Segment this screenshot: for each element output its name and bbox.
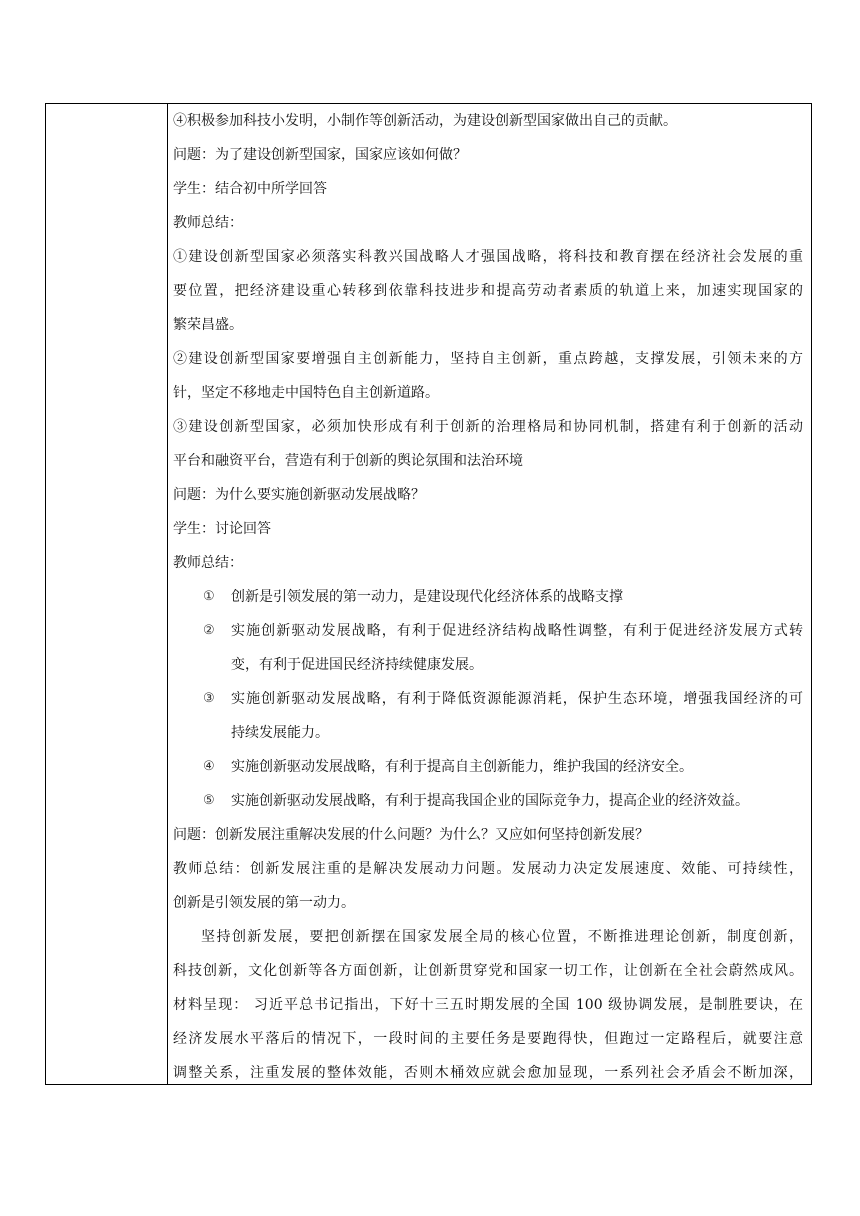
item-text: 实施创新驱动发展战略，有利于提高自主创新能力，维护我国的经济安全。 <box>231 759 693 775</box>
numbered-item <box>173 580 803 614</box>
text-line: 教师总结：创新发展注重的是解决发展动力问题。发展动力决定发展速度、效能、可持续性， <box>173 861 803 877</box>
text-line: 调整关系，注重发展的整体效能，否则木桶效应就会愈加显现，一系列社会矛盾会不断加深， <box>173 1065 803 1081</box>
column-divider <box>167 104 168 1084</box>
text-line: 坚持创新发展，要把创新摆在国家发展全局的核心位置，不断推进理论创新，制度创新， <box>201 929 803 945</box>
item-number: ① <box>203 589 215 604</box>
item-number: ④ <box>203 759 215 774</box>
item-text: 实施创新驱动发展战略，有利于提高我国企业的国际竞争力，提高企业的经济效益。 <box>231 793 749 809</box>
text-line: 平台和融资平台，营造有利于创新的舆论氛围和法治环境 <box>173 453 523 469</box>
item-text: 实施创新驱动发展战略，有利于促进经济结构战略性调整，有利于促进经济发展方式转 <box>231 623 803 639</box>
text-line: ④积极参加科技小发明，小制作等创新活动，为建设创新型国家做出自己的贡献。 <box>173 113 677 129</box>
question-line: 问题：为了建设创新型国家，国家应该如何做？ <box>173 147 467 163</box>
left-column-cell <box>46 104 167 1084</box>
item-text: 创新是引领发展的第一动力，是建设现代化经济体系的战略支撑 <box>231 589 623 605</box>
item-text-continued: 持续发展能力。 <box>231 725 329 741</box>
student-line: 学生：结合初中所学回答 <box>173 181 327 197</box>
text-line: ②建设创新型国家要增强自主创新能力，坚持自主创新，重点跨越，支撑发展，引领未来的方 <box>173 351 803 367</box>
numbered-item <box>173 784 803 818</box>
content-cell <box>173 104 803 1090</box>
question-line: 问题：为什么要实施创新驱动发展战略？ <box>173 487 425 503</box>
item-number: ② <box>203 623 215 638</box>
item-text-continued: 变，有利于促进国民经济持续健康发展。 <box>231 657 483 673</box>
text-line: ①建设创新型国家必须落实科教兴国战略人才强国战略，将科技和教育摆在经济社会发展的重 <box>173 249 803 265</box>
text-line: 科技创新，文化创新等各方面创新，让创新贯穿党和国家一切工作，让创新在全社会蔚然成风。 <box>173 963 803 979</box>
text-line: 要位置，把经济建设重心转移到依靠科技进步和提高劳动者素质的轨道上来，加速实现国家的 <box>173 283 803 299</box>
question-line: 问题：创新发展注重解决发展的什么问题？为什么？又应如何坚持创新发展？ <box>173 827 649 843</box>
numbered-item <box>173 682 803 716</box>
item-number: ③ <box>203 691 215 706</box>
item-text: 实施创新驱动发展战略，有利于降低资源能源消耗，保护生态环境，增强我国经济的可 <box>231 691 803 707</box>
student-line: 学生：讨论回答 <box>173 521 271 537</box>
numbered-item <box>173 750 803 784</box>
teacher-summary-label: 教师总结： <box>173 555 243 571</box>
numbered-item <box>173 614 803 648</box>
teacher-summary-label: 教师总结： <box>173 215 243 231</box>
text-line: 经济发展水平落后的情况下，一段时间的主要任务是要跑得快，但跑过一定路程后，就要注意 <box>173 1031 803 1047</box>
text-line: 针，坚定不移地走中国特色自主创新道路。 <box>173 385 439 401</box>
text-line: ③建设创新型国家，必须加快形成有利于创新的治理格局和协同机制，搭建有利于创新的活动 <box>173 419 803 435</box>
material-line: 材料呈现： 习近平总书记指出，下好十三五时期发展的全国 100 级协调发展，是制胜要诀，在 <box>173 997 803 1013</box>
item-number: ⑤ <box>203 793 215 808</box>
text-line: 繁荣昌盛。 <box>173 317 243 333</box>
lesson-table <box>45 103 812 1085</box>
text-line: 创新是引领发展的第一动力。 <box>173 895 355 911</box>
